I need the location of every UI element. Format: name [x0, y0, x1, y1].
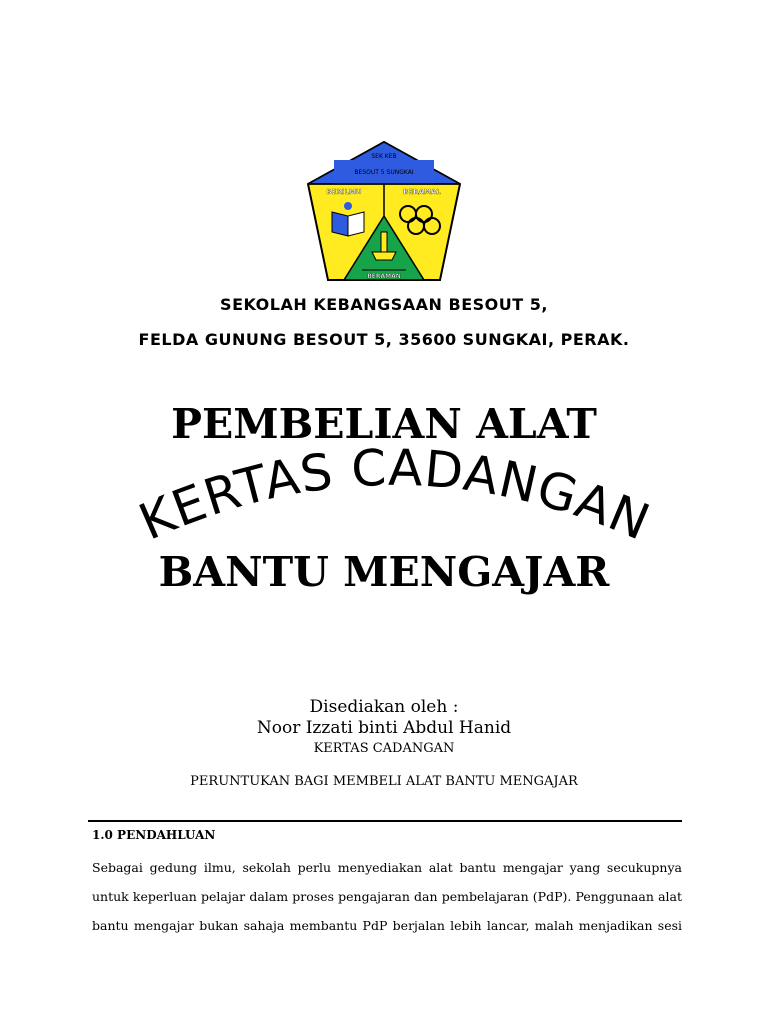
logo-motto-right: BERAMAL [403, 188, 441, 196]
title-line2: BANTU MENGAJAR [158, 548, 610, 596]
logo-motto-left: BERILMU [326, 188, 362, 196]
intro-paragraph [92, 853, 682, 940]
paragraph-line: untuk keperluan pelajar dalam proses pengajaran dan pembelajaran (PdP). Penggunaan alat [92, 889, 682, 904]
prepared-label: Disediakan oleh : [309, 697, 459, 717]
logo-motto-bottom: BERAMAN [367, 273, 401, 280]
paragraph-line: bantu mengajar bukan sahaja membantu PdP berjalan lebih lancar, malah menjadikan sesi [92, 918, 682, 933]
svg-text:KERTAS CADANGAN [131, 445, 658, 552]
wordart-text: KERTAS CADANGAN [130, 445, 659, 552]
divider-line [88, 820, 682, 822]
school-logo [304, 140, 464, 282]
school-name: SEKOLAH KEBANGSAAN BESOUT 5, [220, 295, 548, 314]
paragraph-line: Sebagai gedung ilmu, sekolah perlu menyediakan alat bantu mengajar yang secukupnya [92, 860, 682, 875]
school-address: FELDA GUNUNG BESOUT 5, 35600 SUNGKAI, PERAK. [138, 330, 630, 349]
logo-name-line2: BESOUT 5 SUNGKAI [354, 169, 414, 176]
logo-name-line1: SEK KEB [371, 153, 397, 160]
author-name: Noor Izzati binti Abdul Hanid [256, 718, 512, 738]
doc-subheading: PERUNTUKAN BAGI MEMBELI ALAT BANTU MENGAJAR [190, 774, 578, 789]
title-line1: PEMBELIAN ALAT [171, 400, 597, 448]
doc-heading: KERTAS CADANGAN [313, 741, 455, 756]
section-title: 1.0 PENDAHLUAN [92, 828, 216, 842]
